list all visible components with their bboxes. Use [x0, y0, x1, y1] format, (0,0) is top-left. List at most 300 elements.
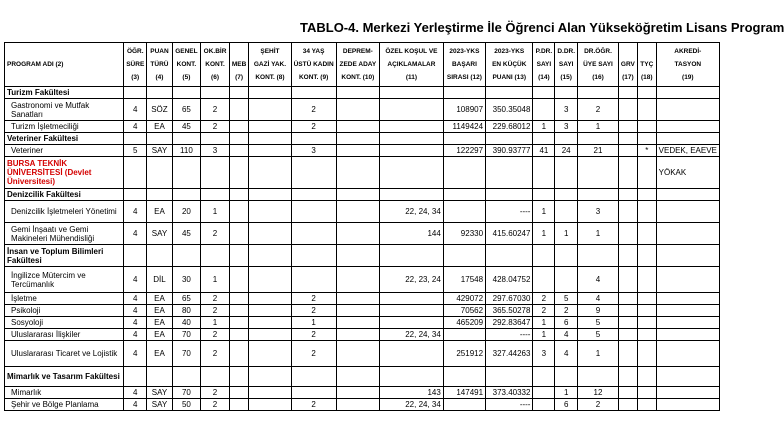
empty-cell [486, 189, 533, 201]
table-cell [637, 99, 656, 121]
table-cell: 429072 [443, 293, 485, 305]
empty-cell [229, 87, 248, 99]
table-cell: 1 [533, 201, 555, 223]
table-cell: 4 [555, 341, 578, 367]
header-line: PUANI (13) [492, 74, 527, 81]
header-line: DR.ÖĞR. [584, 48, 612, 55]
column-header [147, 43, 172, 87]
empty-cell [201, 189, 230, 201]
table-cell [637, 317, 656, 329]
program-name: Uluslararası İlişkiler [5, 329, 124, 341]
table-cell: 50 [172, 399, 201, 411]
empty-cell [486, 367, 533, 387]
program-name: İşletme [5, 293, 124, 305]
table-cell [555, 201, 578, 223]
table-cell: 22, 24, 34 [380, 399, 444, 411]
header-line: (4) [155, 74, 164, 81]
table-cell: EA [147, 317, 172, 329]
table-cell [229, 317, 248, 329]
empty-cell [249, 157, 291, 189]
table-cell [336, 223, 379, 245]
empty-cell [637, 87, 656, 99]
header-line: PUAN [150, 48, 169, 55]
empty-cell [555, 133, 578, 145]
table-cell [229, 121, 248, 133]
empty-cell [443, 367, 485, 387]
table-cell: 1 [533, 223, 555, 245]
table-cell: EA [147, 305, 172, 317]
table-cell [656, 201, 719, 223]
table-cell [656, 317, 719, 329]
table-cell: 1 [291, 317, 336, 329]
table-cell: 465209 [443, 317, 485, 329]
header-line: P.DR. [535, 48, 553, 55]
header-line: GRV [620, 61, 635, 68]
table-cell [656, 223, 719, 245]
table-cell [656, 293, 719, 305]
header-line: KONT. [176, 61, 197, 68]
table-cell: 2 [291, 329, 336, 341]
table-cell: 2 [201, 399, 230, 411]
table-cell [229, 223, 248, 245]
table-cell [637, 223, 656, 245]
header-line: (3) [131, 74, 140, 81]
table-cell [229, 305, 248, 317]
table-cell [291, 267, 336, 293]
header-line: GENEL [175, 48, 198, 55]
table-cell: EA [147, 341, 172, 367]
program-name: Mimarlık [5, 387, 124, 399]
empty-cell [555, 189, 578, 201]
table-cell: 1 [578, 223, 619, 245]
table-cell [443, 329, 485, 341]
table-cell: 415.60247 [486, 223, 533, 245]
header-line: (17) [622, 74, 634, 81]
empty-cell [147, 367, 172, 387]
empty-cell [637, 367, 656, 387]
accreditation-note: YÖKAK [656, 157, 719, 189]
header-line: AKREDİ- [674, 48, 702, 55]
header-line [7, 71, 121, 84]
empty-cell [656, 189, 719, 201]
table-cell [249, 293, 291, 305]
column-header [124, 43, 147, 87]
program-row [5, 387, 720, 399]
table-cell: 5 [124, 145, 147, 157]
table-title: TABLO-4. Merkezi Yerleştirme İle Öğrenci Alan Yükseköğretim Lisans Program [300, 20, 784, 35]
empty-cell [229, 189, 248, 201]
table-cell [618, 305, 637, 317]
table-cell: 2 [291, 121, 336, 133]
faculty-name: İnsan ve Toplum Bilimleri Fakültesi [5, 245, 124, 267]
table-cell: 292.83647 [486, 317, 533, 329]
table-cell [291, 201, 336, 223]
table-cell [249, 267, 291, 293]
table-cell: 2 [201, 341, 230, 367]
empty-cell [336, 157, 379, 189]
table-cell: 92330 [443, 223, 485, 245]
table-cell: 110 [172, 145, 201, 157]
table-cell: EA [147, 293, 172, 305]
header-line: SAYI [536, 61, 552, 68]
table-cell [656, 341, 719, 367]
empty-cell [618, 245, 637, 267]
header-line: KONT. [205, 61, 225, 68]
table-cell [229, 201, 248, 223]
table-cell: 5 [578, 329, 619, 341]
program-table [4, 42, 720, 411]
empty-cell [656, 245, 719, 267]
table-cell [336, 267, 379, 293]
empty-cell [249, 87, 291, 99]
table-cell [380, 305, 444, 317]
header-line: TASYON [674, 61, 702, 68]
table-cell [656, 121, 719, 133]
table-cell [637, 293, 656, 305]
empty-cell [380, 133, 444, 145]
table-cell [555, 267, 578, 293]
empty-cell [249, 245, 291, 267]
empty-cell [249, 367, 291, 387]
table-cell: 1 [201, 267, 230, 293]
table-cell [336, 387, 379, 399]
table-cell [618, 267, 637, 293]
empty-cell [336, 245, 379, 267]
empty-cell [486, 157, 533, 189]
table-cell: 17548 [443, 267, 485, 293]
table-cell: 3 [555, 121, 578, 133]
table-cell [249, 99, 291, 121]
faculty-name: Mimarlık ve Tasarım Fakültesi [5, 367, 124, 387]
program-row [5, 99, 720, 121]
table-cell [229, 341, 248, 367]
table-cell [637, 329, 656, 341]
table-cell: 2 [291, 341, 336, 367]
table-cell [336, 99, 379, 121]
empty-cell [578, 367, 619, 387]
table-cell [656, 399, 719, 411]
empty-cell [124, 245, 147, 267]
empty-cell [336, 367, 379, 387]
table-cell: 2 [201, 305, 230, 317]
table-cell: SAY [147, 145, 172, 157]
table-cell [637, 121, 656, 133]
column-header [201, 43, 230, 87]
table-cell [229, 399, 248, 411]
table-cell: 143 [380, 387, 444, 399]
header-line: 2023-YKS [494, 48, 525, 55]
table-cell: 65 [172, 99, 201, 121]
table-cell: 1 [578, 121, 619, 133]
empty-cell [201, 367, 230, 387]
empty-cell [380, 189, 444, 201]
table-cell [249, 201, 291, 223]
table-cell: 4 [578, 293, 619, 305]
table-cell: 3 [578, 201, 619, 223]
table-cell [637, 387, 656, 399]
table-cell: 45 [172, 223, 201, 245]
table-cell: 2 [201, 99, 230, 121]
table-cell [336, 399, 379, 411]
table-cell: 70 [172, 387, 201, 399]
table-cell: 3 [555, 99, 578, 121]
column-header [443, 43, 485, 87]
table-cell [249, 387, 291, 399]
table-cell: 2 [555, 305, 578, 317]
header-line: SAYI [558, 61, 574, 68]
table-cell [229, 329, 248, 341]
empty-cell [555, 245, 578, 267]
table-cell: SAY [147, 223, 172, 245]
empty-cell [291, 87, 336, 99]
empty-cell [618, 367, 637, 387]
table-cell: 1 [555, 223, 578, 245]
header-line: TYÇ [640, 61, 654, 68]
empty-cell [201, 133, 230, 145]
table-cell: 45 [172, 121, 201, 133]
table-cell [249, 145, 291, 157]
university-row [5, 157, 720, 189]
empty-cell [656, 133, 719, 145]
table-cell: 4 [124, 267, 147, 293]
faculty-row [5, 367, 720, 387]
table-cell: 4 [124, 329, 147, 341]
program-name: Şehir ve Bölge Planlama [5, 399, 124, 411]
program-name: İngilizce Mütercim ve Tercümanlık [5, 267, 124, 293]
header-line: DEPREM- [342, 48, 373, 55]
empty-cell [578, 133, 619, 145]
header-line: ZEDE ADAY [339, 61, 377, 68]
program-row [5, 121, 720, 133]
column-header [291, 43, 336, 87]
table-cell: 1 [201, 317, 230, 329]
table-cell: 22, 24, 34 [380, 329, 444, 341]
table-cell: SÖZ [147, 99, 172, 121]
column-header [172, 43, 201, 87]
table-cell [618, 121, 637, 133]
empty-cell [533, 157, 555, 189]
table-cell [249, 223, 291, 245]
table-cell [637, 399, 656, 411]
university-name: BURSA TEKNİK ÜNİVERSİTESİ (Devlet Üniversitesi) [5, 157, 124, 189]
column-header [533, 43, 555, 87]
table-cell: 80 [172, 305, 201, 317]
table-cell: 2 [291, 293, 336, 305]
header-line: ÖĞR. [126, 48, 144, 55]
table-cell: 4 [578, 267, 619, 293]
table-cell [618, 317, 637, 329]
empty-cell [172, 245, 201, 267]
program-name: Gastronomi ve Mutfak Sanatları [5, 99, 124, 121]
empty-cell [578, 245, 619, 267]
empty-cell [172, 367, 201, 387]
table-cell: 2 [291, 399, 336, 411]
program-row [5, 223, 720, 245]
table-cell [618, 201, 637, 223]
table-cell: 1 [533, 317, 555, 329]
table-cell: 1 [555, 387, 578, 399]
empty-cell [486, 245, 533, 267]
table-cell: 70 [172, 341, 201, 367]
table-cell: 428.04752 [486, 267, 533, 293]
table-cell: 4 [124, 223, 147, 245]
table-cell: 2 [291, 305, 336, 317]
table-cell: 4 [555, 329, 578, 341]
table-cell: 2 [533, 305, 555, 317]
empty-cell [578, 157, 619, 189]
program-row [5, 341, 720, 367]
table-cell [336, 121, 379, 133]
table-cell [380, 341, 444, 367]
table-cell: 24 [555, 145, 578, 157]
header-line: ÖZEL KOŞUL VE [385, 48, 438, 55]
table-cell [291, 387, 336, 399]
faculty-row [5, 189, 720, 201]
table-cell: 2 [533, 293, 555, 305]
table-cell: SAY [147, 399, 172, 411]
column-header [656, 43, 719, 87]
empty-cell [443, 245, 485, 267]
table-cell [249, 121, 291, 133]
table-cell: ---- [486, 201, 533, 223]
header-line [640, 45, 654, 58]
empty-cell [380, 157, 444, 189]
empty-cell [443, 157, 485, 189]
program-name: Turizm İşletmeciliği [5, 121, 124, 133]
empty-cell [147, 133, 172, 145]
table-cell: 4 [124, 399, 147, 411]
table-cell: ---- [486, 329, 533, 341]
table-cell [533, 267, 555, 293]
faculty-row [5, 87, 720, 99]
table-cell [336, 329, 379, 341]
empty-cell [147, 157, 172, 189]
empty-cell [555, 367, 578, 387]
table-cell [618, 145, 637, 157]
table-cell: 4 [124, 305, 147, 317]
table-cell [656, 99, 719, 121]
empty-cell [201, 87, 230, 99]
table-cell: 144 [380, 223, 444, 245]
empty-cell [533, 367, 555, 387]
program-name: Uluslararası Ticaret ve Lojistik [5, 341, 124, 367]
table-cell [229, 145, 248, 157]
header-line: GAZİ YAK. [253, 61, 287, 68]
table-cell: 9 [578, 305, 619, 317]
table-cell: 297.67030 [486, 293, 533, 305]
table-cell [336, 317, 379, 329]
empty-cell [229, 367, 248, 387]
empty-cell [172, 157, 201, 189]
empty-cell [555, 87, 578, 99]
table-cell: 4 [124, 201, 147, 223]
table-cell: 350.35048 [486, 99, 533, 121]
header-line: KONT. (10) [341, 74, 375, 81]
table-cell: EA [147, 329, 172, 341]
header-line: ŞEHİT [260, 48, 280, 55]
table-cell [637, 267, 656, 293]
table-cell [618, 387, 637, 399]
table-cell: 2 [201, 387, 230, 399]
table-cell: 2 [578, 399, 619, 411]
table-cell: 4 [124, 121, 147, 133]
empty-cell [486, 133, 533, 145]
table-cell [443, 399, 485, 411]
empty-cell [291, 367, 336, 387]
empty-cell [124, 157, 147, 189]
table-cell: 1149424 [443, 121, 485, 133]
table-cell [249, 317, 291, 329]
empty-cell [124, 367, 147, 387]
empty-cell [172, 87, 201, 99]
table-cell: 390.93777 [486, 145, 533, 157]
program-row [5, 317, 720, 329]
program-row [5, 145, 720, 157]
table-cell [336, 201, 379, 223]
table-body [5, 87, 720, 411]
table-cell: 4 [124, 317, 147, 329]
table-cell: 1 [533, 121, 555, 133]
table-cell: 40 [172, 317, 201, 329]
empty-cell [443, 133, 485, 145]
table-cell: 22, 24, 34 [380, 201, 444, 223]
table-cell: 20 [172, 201, 201, 223]
program-row [5, 399, 720, 411]
table-cell: 2 [201, 223, 230, 245]
table-cell: 2 [201, 329, 230, 341]
table-cell: 65 [172, 293, 201, 305]
column-header [5, 43, 124, 87]
program-row [5, 293, 720, 305]
empty-cell [578, 87, 619, 99]
table-cell: 3 [201, 145, 230, 157]
table-cell: 365.50278 [486, 305, 533, 317]
table-cell: 2 [291, 99, 336, 121]
header-line: (15) [560, 74, 572, 81]
header-line: PROGRAM ADI (2) [7, 61, 64, 68]
empty-cell [533, 133, 555, 145]
table-cell: 4 [124, 387, 147, 399]
table-cell: 1 [578, 341, 619, 367]
table-cell: 22, 23, 24 [380, 267, 444, 293]
empty-cell [637, 245, 656, 267]
table-cell: ---- [486, 399, 533, 411]
empty-cell [229, 157, 248, 189]
table-cell [380, 121, 444, 133]
empty-cell [637, 133, 656, 145]
table-cell: 21 [578, 145, 619, 157]
table-cell: 6 [555, 317, 578, 329]
header-line: SIRASI (12) [446, 74, 482, 81]
program-name: Gemi İnşaatı ve Gemi Makineleri Mühendisliği [5, 223, 124, 245]
header-line: (5) [182, 74, 191, 81]
table-cell: 6 [555, 399, 578, 411]
empty-cell [124, 189, 147, 201]
header-line: (14) [538, 74, 550, 81]
header-line: EN KÜÇÜK [492, 61, 527, 68]
table-cell [637, 201, 656, 223]
empty-cell [291, 157, 336, 189]
table-cell: 5 [555, 293, 578, 305]
table-cell: 30 [172, 267, 201, 293]
table-cell: 251912 [443, 341, 485, 367]
table-cell [533, 399, 555, 411]
empty-cell [336, 189, 379, 201]
header-line: BAŞARI [451, 61, 477, 68]
table-cell: 3 [291, 145, 336, 157]
table-cell [249, 341, 291, 367]
empty-cell [147, 87, 172, 99]
